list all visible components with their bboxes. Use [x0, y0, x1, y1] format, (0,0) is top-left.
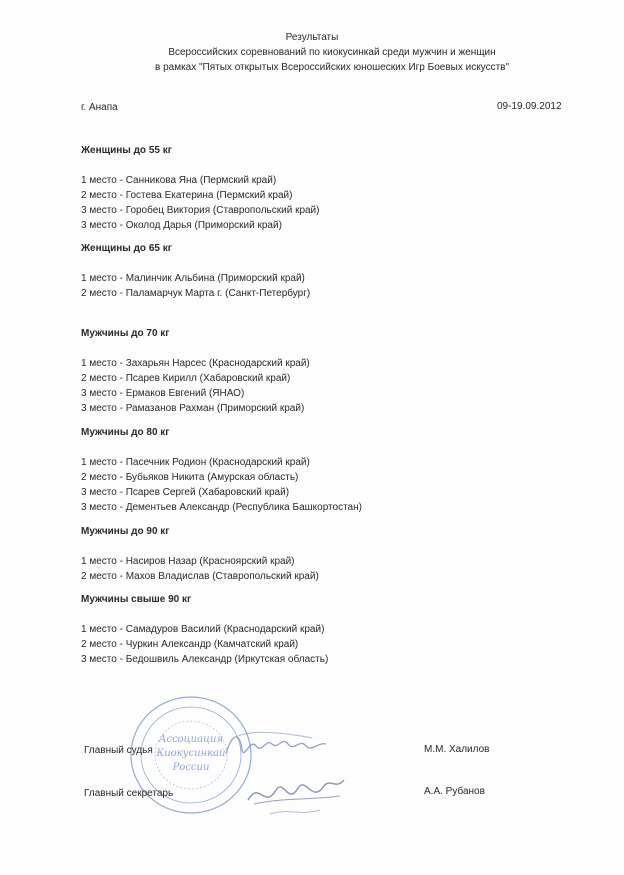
section-men-70: [81, 327, 310, 416]
result-item: 1 место - Насиров Назар (Красноярский край): [81, 555, 295, 567]
judge-name: М.М. Халилов: [424, 744, 490, 755]
section-title: Мужчины до 90 кг: [81, 526, 170, 537]
dates: 09-19.09.2012: [497, 101, 562, 112]
result-item: 2 место - Псарев Кирилл (Хабаровский край): [81, 372, 291, 384]
section-title: Мужчины до 80 кг: [81, 427, 170, 438]
judge-signature-icon: [222, 724, 332, 766]
document-header: [0, 30, 624, 75]
section-women-65: [81, 242, 310, 301]
result-item: 2 место - Паламарчук Марта г. (Санкт-Петербург): [81, 287, 311, 299]
section-women-55: [81, 144, 319, 233]
result-item: 2 место - Махов Владислав (Ставропольский край): [81, 570, 319, 582]
judge-label: Главный судья: [84, 745, 153, 756]
header-title: Результаты: [285, 32, 339, 43]
result-item: 2 место - Чуркин Александр (Камчатский край): [81, 638, 299, 650]
result-item: 3 место - Бедошвиль Александр (Иркутская область): [81, 653, 329, 665]
result-item: 1 место - Захарьян Нарсес (Краснодарский край): [81, 357, 310, 369]
section-men-80: [81, 426, 362, 515]
result-item: 3 место - Дементьев Александр (Республика Башкортостан): [81, 501, 362, 513]
secretary-name: А.А. Рубанов: [424, 786, 485, 797]
secretary-signature-icon: [240, 770, 350, 820]
stamp-text-line1: Ассоциация: [158, 734, 224, 745]
result-item: 1 место - Пасечник Родион (Краснодарский край): [81, 456, 310, 468]
section-men-over-90: [81, 593, 328, 667]
section-title: Женщины до 65 кг: [81, 243, 172, 254]
result-item: 3 место - Рамазанов Рахман (Приморский край): [81, 402, 305, 414]
result-item: 3 место - Псарев Сергей (Хабаровский край): [81, 486, 290, 498]
secretary-label: Главный секретарь: [84, 788, 174, 799]
section-title: Мужчины свыше 90 кг: [81, 594, 192, 605]
result-item: 3 место - Ермаков Евгений (ЯНАО): [81, 387, 245, 399]
header-event: в рамках "Пятых открытых Всероссийских юношеских Игр Боевых искусств": [154, 62, 510, 73]
result-item: 1 место - Малинчик Альбина (Приморский край): [81, 272, 305, 284]
result-item: 3 место - Горобец Виктория (Ставропольский край): [81, 204, 320, 216]
result-item: 1 место - Самадуров Василий (Краснодарский край): [81, 623, 325, 635]
result-item: 2 место - Гостева Екатерина (Пермский край): [81, 189, 293, 201]
place: г. Анапа: [81, 102, 118, 113]
result-item: 3 место - Околод Дарья (Приморский край): [81, 219, 282, 231]
stamp-text-line3: России: [172, 762, 210, 773]
section-men-90: [81, 525, 319, 584]
stamp-text-line2: Киокусинкай: [156, 748, 226, 759]
section-title: Женщины до 55 кг: [81, 145, 172, 156]
section-title: Мужчины до 70 кг: [81, 328, 170, 339]
result-item: 1 место - Санникова Яна (Пермский край): [81, 174, 277, 186]
result-item: 2 место - Бубьяков Никита (Амурская область): [81, 471, 299, 483]
header-subtitle: Всероссийских соревнований по киокусинкай среди мужчин и женщин: [168, 47, 496, 58]
